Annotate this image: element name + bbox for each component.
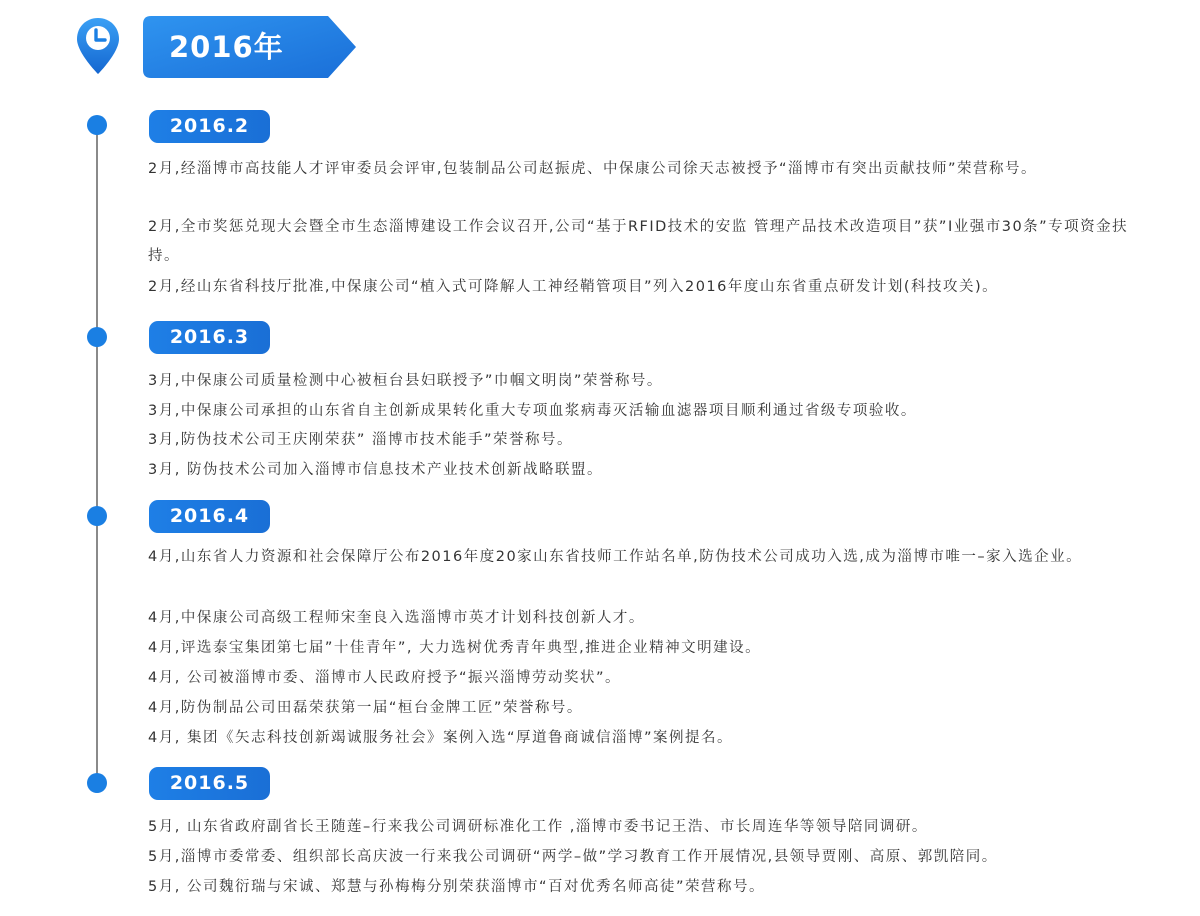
event-item: 2月,经山东省科技厅批准,中保康公司“植入式可降解人工神经鞘管项目”列入2016年度山东省重点研发计划(科技攻关)。 (148, 279, 999, 295)
event-item: 5月, 公司魏衍瑞与宋诚、郑慧与孙梅梅分别荣获淄博市“百对优秀名师高徒”荣营称号。 (148, 879, 765, 895)
event-item: 2月,全市奖惩兑现大会暨全市生态淄博建设工作会议召开,公司“基于RFID技术的安监 管理产品技术改造项目”获”I业强市30条”专项资金扶持。 (148, 219, 1129, 264)
event-item: 3月,中保康公司质量检测中心被桓台县妇联授予”巾帼文明岗”荣誉称号。 (148, 373, 663, 389)
event-item: 3月,中保康公司承担的山东省自主创新成果转化重大专项血浆病毒灭活输血滤器项目顺利通过省级专项验收。 (148, 403, 917, 419)
event-item: 5月, 山东省政府副省长王随莲–行来我公司调研标准化工作 ,淄博市委书记王浩、市长周连华等领导陪同调研。 (148, 819, 928, 835)
year-banner (143, 16, 356, 78)
month-badge: 2016.2 (149, 110, 270, 143)
timeline-dot (87, 506, 107, 526)
event-item: 4月, 集团《矢志科技创新竭诚服务社会》案例入选“厚道鲁商诚信淄博”案例提名。 (148, 730, 733, 746)
clock-location-pin-icon (76, 17, 120, 75)
timeline-dot (87, 115, 107, 135)
event-item: 4月,山东省人力资源和社会保障厅公布2016年度20家山东省技师工作站名单,防伪技术公司成功入选,成为淄博市唯一–家入选企业。 (148, 549, 1083, 565)
event-item: 3月,防伪技术公司王庆刚荣获” 淄博市技术能手”荣誉称号。 (148, 432, 573, 448)
event-item: 4月,中保康公司高级工程师宋奎良入选淄博市英才计划科技创新人才。 (148, 610, 645, 626)
month-badge: 2016.3 (149, 321, 270, 354)
month-badge: 2016.4 (149, 500, 270, 533)
event-item: 2月,经淄博市高技能人才评审委员会评审,包装制品公司赵振虎、中保康公司徐天志被授予“淄博市有突出贡献技师”荣营称号。 (148, 161, 1037, 177)
year-title: 2016年 (169, 30, 284, 64)
event-item: 3月, 防伪技术公司加入淄博市信息技术产业技术创新战略联盟。 (148, 462, 603, 478)
event-item: 4月,评选泰宝集团第七届”十佳青年”, 大力选树优秀青年典型,推进企业精神文明建设。 (148, 640, 762, 656)
month-badge: 2016.5 (149, 767, 270, 800)
event-item: 4月, 公司被淄博市委、淄博市人民政府授予“振兴淄博劳动奖状”。 (148, 670, 621, 686)
timeline-dot (87, 773, 107, 793)
timeline-line (96, 124, 98, 784)
event-item: 4月,防伪制品公司田磊荣获第一届“桓台金牌工匠”荣誉称号。 (148, 700, 583, 716)
timeline-dot (87, 327, 107, 347)
event-item: 5月,淄博市委常委、组织部长高庆波一行来我公司调研“两学–做”学习教育工作开展情况,县领导贾刚、高原、郭凯陪同。 (148, 849, 998, 865)
